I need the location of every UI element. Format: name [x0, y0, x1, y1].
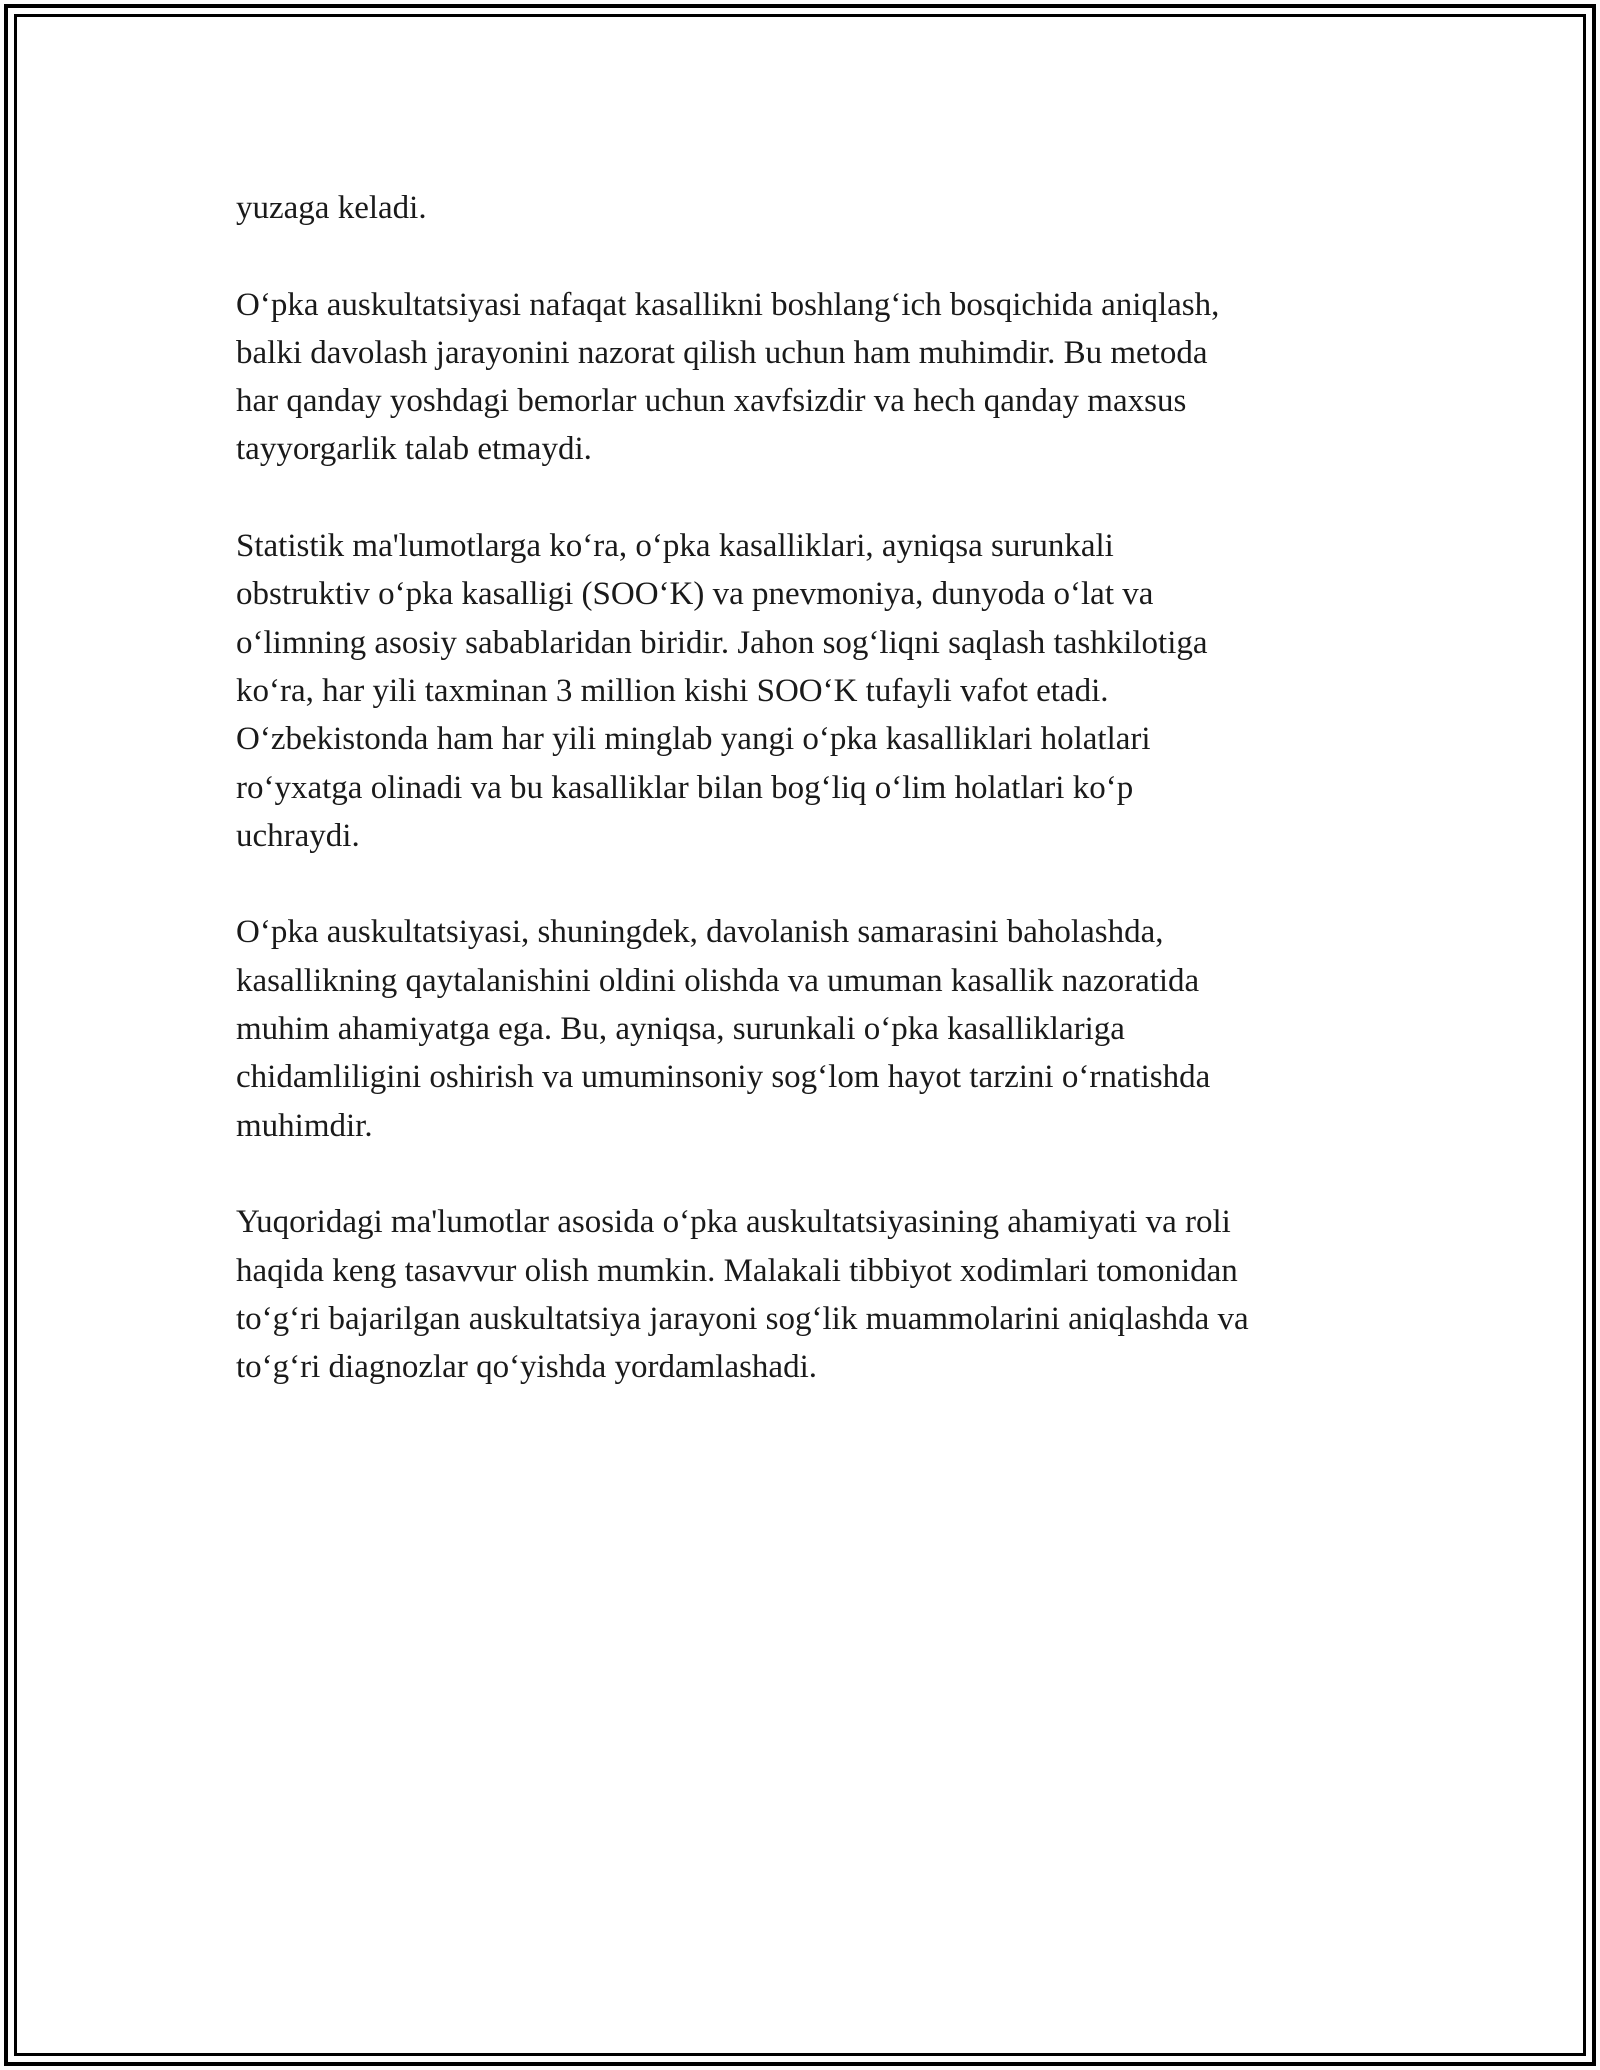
text-line: O‘pka auskultatsiyasi nafaqat kasallikni boshlang‘ich bosqichida aniqlash, — [236, 286, 1220, 323]
text-line: Yuqoridagi ma'lumotlar asosida o‘pka auskultatsiyasining ahamiyati va roli — [236, 1204, 1231, 1241]
paragraph-5 — [236, 1198, 1366, 1391]
text-line: O‘zbekistonda ham har yili minglab yangi o‘pka kasalliklari holatlari — [236, 721, 1151, 758]
text-line: ko‘ra, har yili taxminan 3 million kishi SOO‘K tufayli vafot etadi. — [236, 672, 1109, 709]
text-line: muhim ahamiyatga ega. Bu, ayniqsa, surunkali o‘pka kasalliklariga — [236, 1011, 1125, 1048]
text-line: yuzaga keladi. — [236, 190, 427, 226]
text-line: haqida keng tasavvur olish mumkin. Malakali tibbiyot xodimlari tomonidan — [236, 1252, 1238, 1289]
text-line: tayyorgarlik talab etmaydi. — [236, 431, 592, 468]
text-line: har qanday yoshdagi bemorlar uchun xavfsizdir va hech qanday maxsus — [236, 383, 1187, 420]
text-line: ro‘yxatga olinadi va bu kasalliklar bilan bog‘liq o‘lim holatlari ko‘p — [236, 769, 1134, 806]
paragraph-4 — [236, 908, 1366, 1149]
text-line: balki davolash jarayonini nazorat qilish uchun ham muhimdir. Bu metoda — [236, 334, 1208, 371]
text-line: O‘pka auskultatsiyasi, shuningdek, davolanish samarasini baholashda, — [236, 914, 1164, 951]
text-line: uchraydi. — [236, 817, 360, 854]
paragraph-2 — [236, 281, 1366, 474]
paragraph-1 — [236, 184, 1366, 232]
text-line: to‘g‘ri diagnozlar qo‘yishda yordamlashadi. — [236, 1349, 817, 1386]
text-line: o‘limning asosiy sabablaridan biridir. Jahon sog‘liqni saqlash tashkilotiga — [236, 624, 1208, 661]
text-line: obstruktiv o‘pka kasalligi (SOO‘K) va pnevmoniya, dunyoda o‘lat va — [236, 576, 1154, 613]
text-line: Statistik ma'lumotlarga ko‘ra, o‘pka kasalliklari, ayniqsa surunkali — [236, 528, 1114, 565]
text-line: kasallikning qaytalanishini oldini olishda va umuman kasallik nazoratida — [236, 962, 1200, 999]
document-body — [236, 184, 1366, 1440]
paragraph-3 — [236, 522, 1366, 860]
text-line: to‘g‘ri bajarilgan auskultatsiya jarayoni sog‘lik muammolarini aniqlashda va — [236, 1300, 1249, 1337]
text-line: chidamliligini oshirish va umuminsoniy sog‘lom hayot tarzini o‘rnatishda — [236, 1059, 1211, 1096]
text-line: muhimdir. — [236, 1107, 373, 1144]
